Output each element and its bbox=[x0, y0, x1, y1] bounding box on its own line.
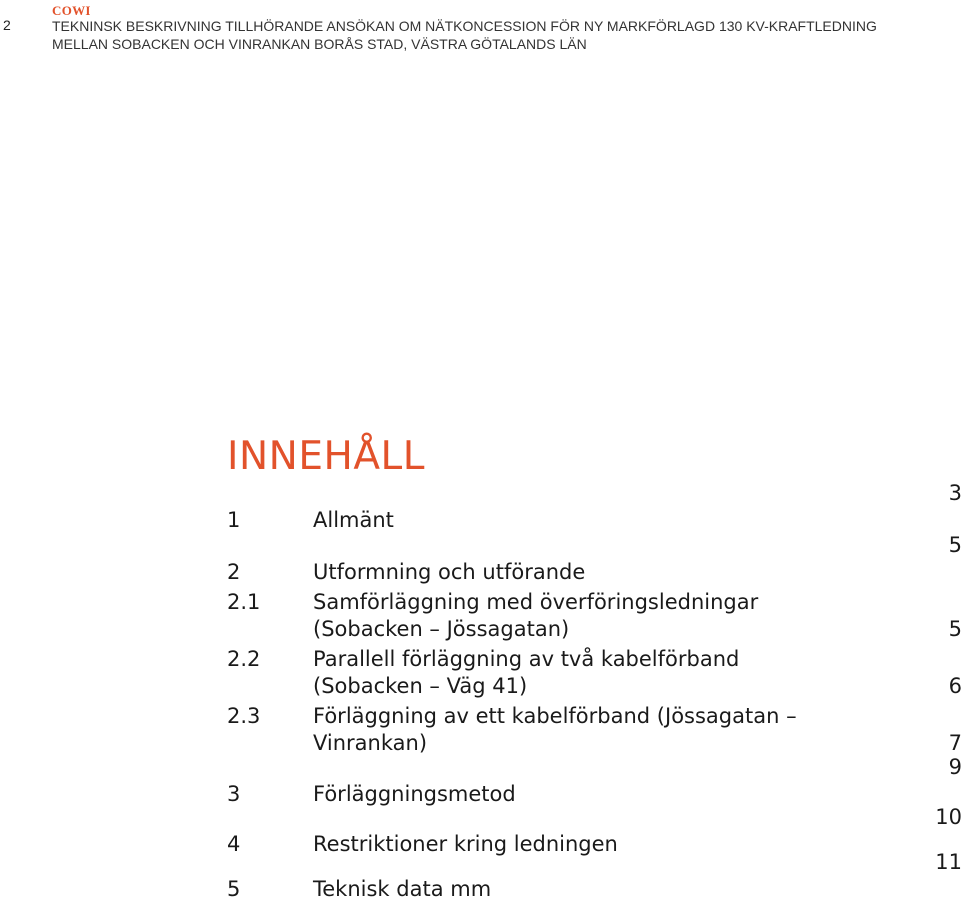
toc-entry-title: Allmänt bbox=[313, 508, 394, 532]
toc-entry-number: 2 bbox=[227, 560, 241, 584]
toc-entry-title: Samförläggning med överföringsledningar (Sobacken – Jössagatan) bbox=[313, 590, 759, 641]
toc-heading: INNEHÅLL bbox=[227, 434, 425, 479]
toc-entry-number: 1 bbox=[227, 508, 241, 532]
toc-entry-2-3[interactable] bbox=[227, 703, 962, 757]
toc-entry-title: Parallell förläggning av två kabelförband (Sobacken – Väg 41) bbox=[313, 647, 740, 698]
toc-entry-title: Förläggningsmetod bbox=[313, 782, 516, 806]
page-number: 2 bbox=[3, 17, 11, 33]
toc-entry-number: 4 bbox=[227, 832, 241, 856]
toc-entry-page: 11 bbox=[935, 850, 962, 874]
toc-entry-number: 2.2 bbox=[227, 647, 261, 671]
toc-entry-title: Förläggning av ett kabelförband (Jössagatan – Vinrankan) bbox=[313, 704, 797, 755]
toc-entry-title: Teknisk data mm bbox=[313, 877, 492, 901]
toc-entry-page: 10 bbox=[935, 805, 962, 829]
toc-entry-page: 5 bbox=[948, 617, 962, 641]
toc-entry-page: 3 bbox=[948, 481, 962, 505]
toc-entry-number: 2.1 bbox=[227, 590, 261, 614]
toc-entry-title: Restriktioner kring ledningen bbox=[313, 832, 618, 856]
toc-entry-number: 3 bbox=[227, 782, 241, 806]
running-header bbox=[52, 17, 877, 53]
toc-entry-page: 9 bbox=[948, 755, 962, 779]
toc-entry-2-1[interactable] bbox=[227, 589, 962, 643]
toc-entry-number: 2.3 bbox=[227, 704, 261, 728]
cowi-logo: COWI bbox=[52, 3, 91, 18]
running-header-line-2: MELLAN SOBACKEN OCH VINRANKAN BORÅS STAD, VÄSTRA GÖTALANDS LÄN bbox=[52, 36, 587, 52]
toc-entry-page: 6 bbox=[948, 674, 962, 698]
toc-entry-page: 5 bbox=[948, 533, 962, 557]
toc-entry-title: Utformning och utförande bbox=[313, 560, 586, 584]
running-header-line-1: TEKNINSK BESKRIVNING TILLHÖRANDE ANSÖKAN OM NÄTKONCESSION FÖR NY MARKFÖRLAGD 130 KV-KRAFTLEDNING bbox=[52, 18, 877, 34]
toc-entry-page: 7 bbox=[948, 731, 962, 755]
toc-entry-2-2[interactable] bbox=[227, 646, 962, 700]
toc-entry-number: 5 bbox=[227, 877, 241, 901]
